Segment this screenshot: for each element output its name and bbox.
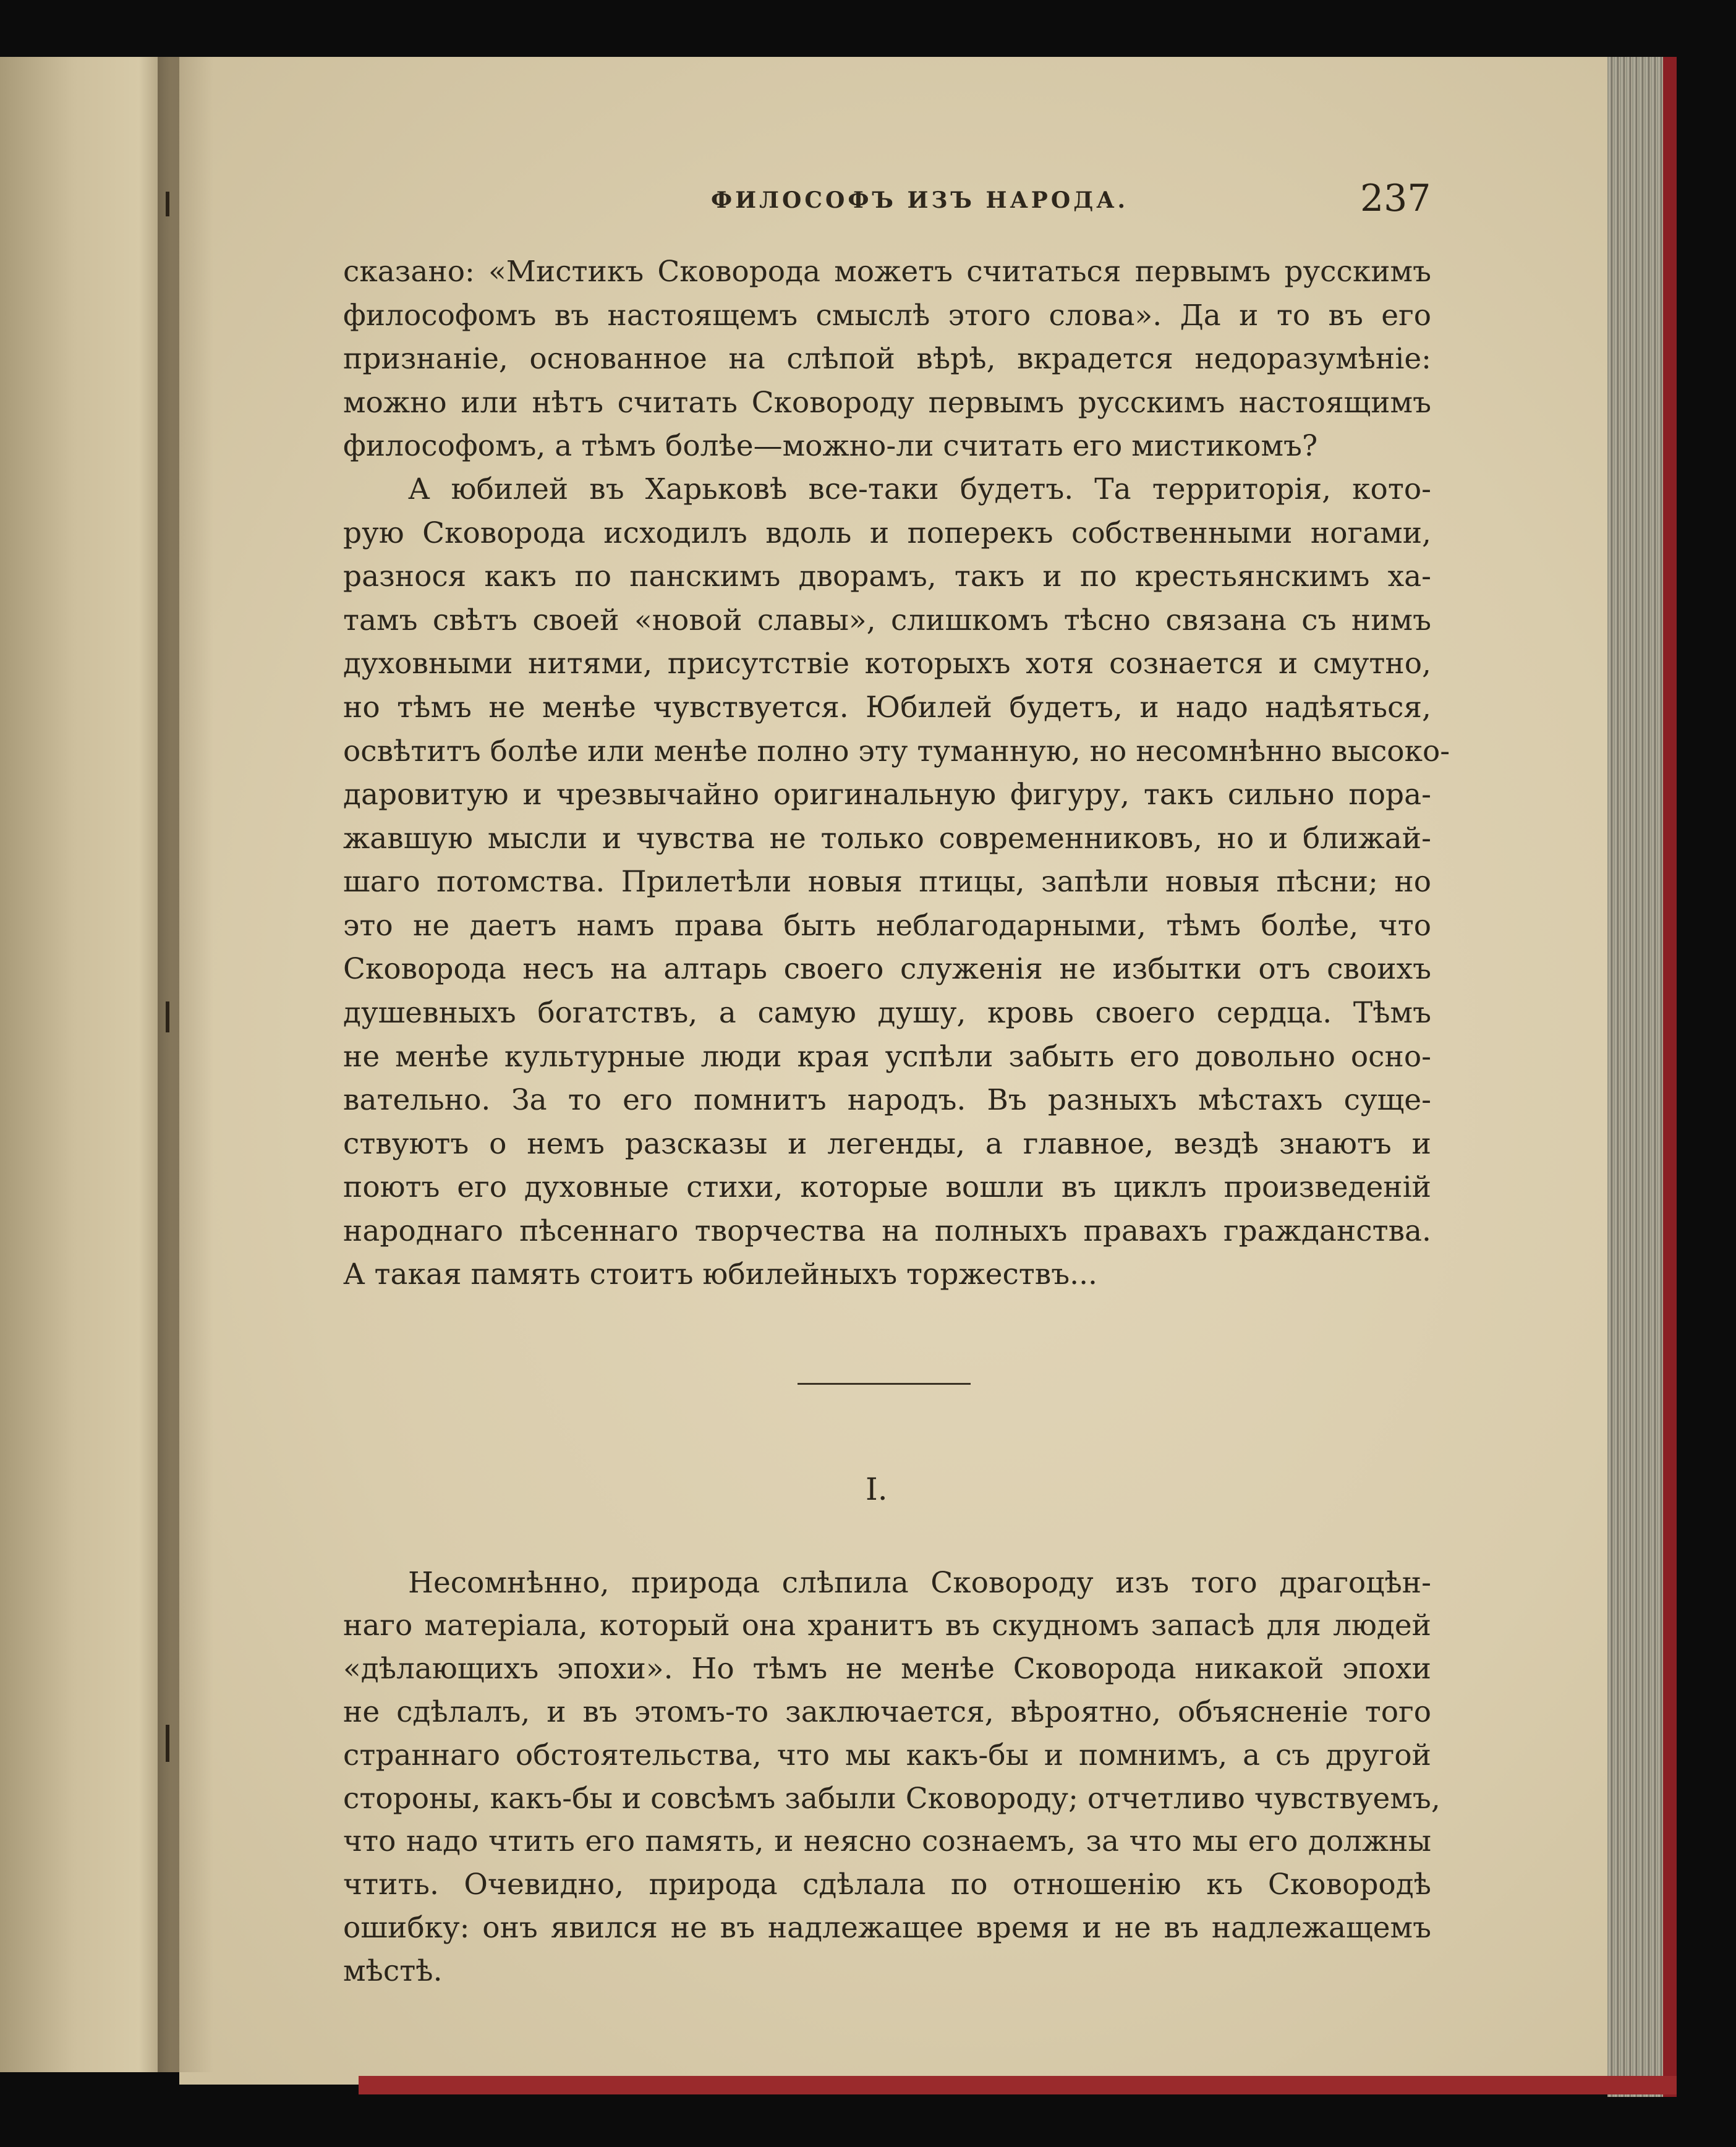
book-cover-bottom bbox=[359, 2076, 1677, 2094]
text-line: душевныхъ богатствъ, а самую душу, кровь своего сердца. Тѣмъ bbox=[343, 996, 1431, 1030]
text-line: ствуютъ о немъ разсказы и легенды, а главное, вездѣ знаютъ и bbox=[343, 1127, 1431, 1161]
text-line: А юбилей въ Харьковѣ все-таки будетъ. Та территорія, кото- bbox=[408, 472, 1431, 506]
text-line: что надо чтить его память, и неясно сознаемъ, за что мы его должны bbox=[343, 1824, 1431, 1858]
text-line: признаніе, основанное на слѣпой вѣрѣ, вкрадется недоразумѣніе: bbox=[343, 342, 1431, 376]
text-line: ошибку: онъ явился не въ надлежащее время и не въ надлежащемъ bbox=[343, 1911, 1431, 1945]
text-line: не сдѣлалъ, и въ этомъ-то заключается, вѣроятно, объясненіе того bbox=[343, 1695, 1431, 1729]
text-line: шаго потомства. Прилетѣли новыя птицы, запѣли новыя пѣсни; но bbox=[343, 865, 1431, 899]
text-line: философомъ въ настоящемъ смыслѣ этого слова». Да и то въ его bbox=[343, 299, 1431, 333]
text-line: тамъ свѣтъ своей «новой славы», слишкомъ тѣсно связана съ нимъ bbox=[343, 603, 1431, 637]
text-line: мѣстѣ. bbox=[343, 1954, 443, 1988]
binding-stitch bbox=[166, 1725, 169, 1762]
text-line: рую Сковорода исходилъ вдоль и поперекъ собственными ногами, bbox=[343, 516, 1431, 550]
text-line: Сковорода несъ на алтарь своего служенія не избытки отъ своихъ bbox=[343, 952, 1431, 986]
text-line: А такая память стоитъ юбилейныхъ торжествъ... bbox=[343, 1257, 1097, 1291]
text-line: сказано: «Мистикъ Сковорода можетъ считаться первымъ русскимъ bbox=[343, 255, 1431, 289]
text-line: освѣтитъ болѣе или менѣе полно эту туманную, но несомнѣнно высоко- bbox=[343, 734, 1450, 768]
text-line: поютъ его духовные стихи, которые вошли въ циклъ произведеній bbox=[343, 1170, 1431, 1204]
text-line: философомъ, а тѣмъ болѣе—можно-ли считать его мистикомъ? bbox=[343, 429, 1318, 463]
book-gutter bbox=[158, 57, 213, 2072]
text-line: «дѣлающихъ эпохи». Но тѣмъ не менѣе Сковорода никакой эпохи bbox=[343, 1652, 1431, 1686]
text-line: стороны, какъ-бы и совсѣмъ забыли Сковороду; отчетливо чувствуемъ, bbox=[343, 1782, 1440, 1816]
book-cover-edge bbox=[1663, 57, 1677, 2097]
text-line: даровитую и чрезвычайно оригинальную фигуру, такъ сильно пора- bbox=[343, 778, 1431, 812]
text-line: вательно. За то его помнитъ народъ. Въ разныхъ мѣстахъ суще- bbox=[343, 1083, 1431, 1117]
text-line: можно или нѣтъ считать Сковороду первымъ русскимъ настоящимъ bbox=[343, 386, 1431, 420]
text-line: жавшую мысли и чувства не только современниковъ, но и ближай- bbox=[343, 822, 1431, 856]
text-line: это не даетъ намъ права быть неблагодарными, тѣмъ болѣе, что bbox=[343, 909, 1431, 943]
binding-stitch bbox=[166, 1001, 169, 1032]
section-heading: I. bbox=[866, 1471, 888, 1507]
text-line: духовными нитями, присутствіе которыхъ хотя сознается и смутно, bbox=[343, 647, 1431, 681]
text-line: Несомнѣнно, природа слѣпила Сковороду изъ того драгоцѣн- bbox=[408, 1566, 1431, 1600]
binding-stitch bbox=[166, 192, 169, 216]
text-line: народнаго пѣсеннаго творчества на полныхъ правахъ гражданства. bbox=[343, 1214, 1431, 1248]
running-header: ФИЛОСОФЪ ИЗЪ НАРОДА. bbox=[711, 187, 1129, 213]
page-number: 237 bbox=[1360, 177, 1431, 220]
text-line: наго матеріала, который она хранитъ въ скудномъ запасѣ для людей bbox=[343, 1609, 1431, 1643]
text-line: чтить. Очевидно, природа сдѣлала по отношенію къ Сковородѣ bbox=[343, 1868, 1431, 1902]
text-line: разнося какъ по панскимъ дворамъ, такъ и по крестьянскимъ ха- bbox=[343, 559, 1431, 593]
section-divider bbox=[798, 1383, 971, 1385]
text-line: страннаго обстоятельства, что мы какъ-бы и помнимъ, а съ другой bbox=[343, 1738, 1431, 1772]
text-line: не менѣе культурные люди края успѣли забыть его довольно осно- bbox=[343, 1040, 1431, 1074]
text-line: но тѣмъ не менѣе чувствуется. Юбилей будетъ, и надо надѣяться, bbox=[343, 691, 1431, 725]
